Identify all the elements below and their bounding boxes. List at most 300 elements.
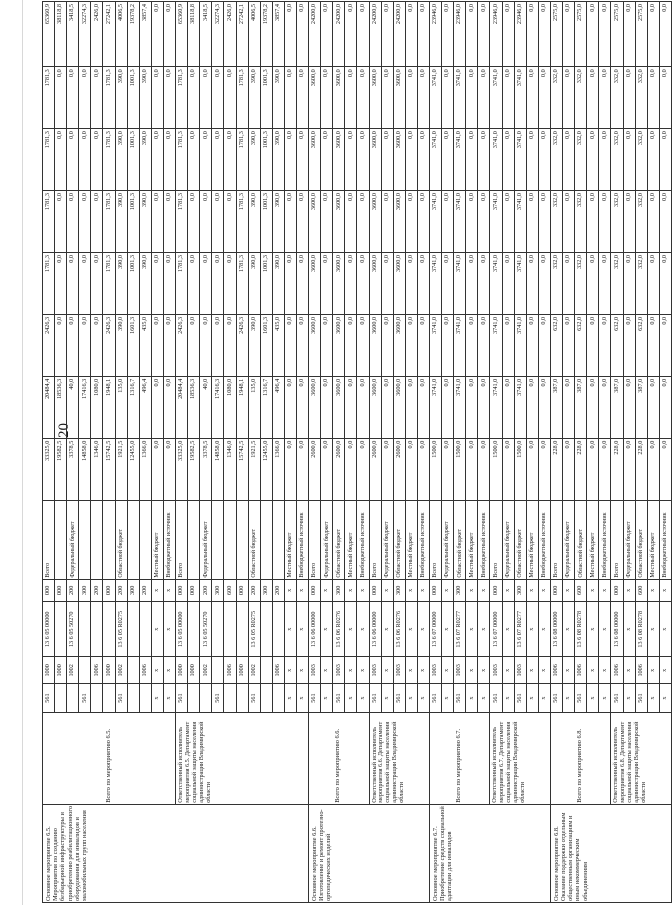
value-cell: 3741,0 xyxy=(490,191,502,253)
grbs-cell: 561 xyxy=(309,684,321,713)
csr-cell: 13 6 05 50270 xyxy=(200,602,212,658)
value-cell: 0,0 xyxy=(79,252,91,314)
value-cell: 0,0 xyxy=(587,252,599,314)
value-cell: 32274,3 xyxy=(79,2,91,67)
value-cell: 0,0 xyxy=(563,314,575,376)
value-cell: 0,0 xyxy=(151,252,163,314)
value-cell: 0,0 xyxy=(163,2,175,67)
grbs-cell: x xyxy=(623,684,635,713)
csr-cell: x xyxy=(466,602,478,658)
value-cell: 0,0 xyxy=(659,129,671,191)
vr-cell: 000 xyxy=(490,579,502,601)
value-cell: 0,0 xyxy=(345,67,357,129)
value-cell: 3741,0 xyxy=(514,67,526,129)
rz-cell: x xyxy=(284,657,296,684)
vr-cell: x xyxy=(502,579,514,601)
funding-source-cell xyxy=(103,500,115,579)
value-cell: 1781,3 xyxy=(176,67,188,129)
csr-cell xyxy=(236,602,248,658)
measure-total-label: Всего по мероприятию 6.6. xyxy=(309,713,369,805)
value-cell: 3600,0 xyxy=(309,67,321,129)
value-cell: 0,0 xyxy=(321,376,333,438)
rz-cell: x xyxy=(502,657,514,684)
value-cell: 0,0 xyxy=(357,67,369,129)
value-cell: 0,0 xyxy=(405,191,417,253)
csr-cell: x xyxy=(357,602,369,658)
value-cell: 0,0 xyxy=(296,438,308,500)
value-cell: 0,0 xyxy=(587,314,599,376)
value-cell: 332,0 xyxy=(575,67,587,129)
grbs-cell xyxy=(200,684,212,713)
csr-cell: x xyxy=(296,602,308,658)
funding-source-cell: Областной бюджет xyxy=(635,500,647,579)
value-cell: 0,0 xyxy=(163,252,175,314)
value-cell: 0,0 xyxy=(659,314,671,376)
value-cell: 0,0 xyxy=(526,191,538,253)
value-cell: 0,0 xyxy=(357,2,369,67)
csr-cell: x xyxy=(623,602,635,658)
funding-source-cell xyxy=(139,500,151,579)
funding-source-cell: Внебюджетный источник xyxy=(417,500,429,579)
value-cell: 0,0 xyxy=(79,314,91,376)
value-cell: 3600,0 xyxy=(333,191,345,253)
value-cell: 65360,9 xyxy=(176,2,188,67)
value-cell: 0,0 xyxy=(563,376,575,438)
value-cell: 0,0 xyxy=(466,438,478,500)
grbs-cell: x xyxy=(502,684,514,713)
value-cell: 17416,3 xyxy=(79,376,91,438)
value-cell: 0,0 xyxy=(502,129,514,191)
value-cell: 0,0 xyxy=(321,2,333,67)
grbs-cell: x xyxy=(526,684,538,713)
grbs-cell: x xyxy=(151,684,163,713)
value-cell: 0,0 xyxy=(466,376,478,438)
value-cell: 0,0 xyxy=(623,438,635,500)
grbs-cell: x xyxy=(587,684,599,713)
value-cell: 0,0 xyxy=(647,2,659,67)
value-cell: 23946,0 xyxy=(490,2,502,67)
value-cell: 1346,0 xyxy=(91,438,103,500)
value-cell: 0,0 xyxy=(212,191,224,253)
rz-cell: x xyxy=(563,657,575,684)
value-cell: 0,0 xyxy=(659,438,671,500)
rz-cell: x xyxy=(442,657,454,684)
csr-cell xyxy=(79,602,91,658)
value-cell: 0,0 xyxy=(381,376,393,438)
value-cell: 0,0 xyxy=(381,314,393,376)
value-cell: 1001,3 xyxy=(260,67,272,129)
vr-cell: 000 xyxy=(55,579,67,601)
vr-cell: 000 xyxy=(369,579,381,601)
value-cell: 496,4 xyxy=(272,376,284,438)
value-cell: 0,0 xyxy=(345,314,357,376)
rz-cell: x xyxy=(357,657,369,684)
value-cell: 332,0 xyxy=(611,67,623,129)
value-cell: 0,0 xyxy=(417,314,429,376)
value-cell: 1781,3 xyxy=(103,67,115,129)
value-cell: 390,0 xyxy=(115,67,127,129)
value-cell: 0,0 xyxy=(599,67,611,129)
funding-source-cell xyxy=(127,500,139,579)
vr-cell: 300 xyxy=(514,579,526,601)
vr-cell: x xyxy=(526,579,538,601)
value-cell: 0,0 xyxy=(538,314,550,376)
funding-source-cell: Федеральный бюджет xyxy=(67,500,79,579)
rz-cell: 1002 xyxy=(248,657,260,684)
value-cell: 3600,0 xyxy=(369,191,381,253)
value-cell: 14858,0 xyxy=(212,438,224,500)
value-cell: 3741,0 xyxy=(430,129,442,191)
value-cell: 0,0 xyxy=(321,191,333,253)
value-cell: 0,0 xyxy=(188,314,200,376)
rz-cell: x xyxy=(599,657,611,684)
vr-cell: x xyxy=(623,579,635,601)
value-cell: 0,0 xyxy=(296,2,308,67)
rotated-table-wrapper xyxy=(42,1,669,903)
grbs-cell xyxy=(272,684,284,713)
value-cell: 0,0 xyxy=(502,376,514,438)
value-cell: 387,0 xyxy=(635,376,647,438)
value-cell: 1781,3 xyxy=(236,191,248,253)
csr-cell: x xyxy=(442,602,454,658)
funding-source-cell: Местный бюджет xyxy=(284,500,296,579)
vr-cell: 600 xyxy=(575,579,587,601)
value-cell: 0,0 xyxy=(502,252,514,314)
vr-cell: x xyxy=(296,579,308,601)
value-cell: 19582,5 xyxy=(188,438,200,500)
vr-cell: 000 xyxy=(103,579,115,601)
value-cell: 1346,0 xyxy=(224,438,236,500)
value-cell: 20484,4 xyxy=(176,376,188,438)
grbs-cell xyxy=(188,684,200,713)
value-cell: 3857,4 xyxy=(139,2,151,67)
rz-cell: 1003 xyxy=(369,657,381,684)
grbs-cell xyxy=(127,684,139,713)
funding-source-cell xyxy=(212,500,224,579)
value-cell: 1601,3 xyxy=(260,314,272,376)
value-cell: 1781,3 xyxy=(103,129,115,191)
value-cell: 1500,0 xyxy=(454,438,466,500)
rz-cell xyxy=(127,657,139,684)
value-cell: 0,0 xyxy=(502,67,514,129)
responsible-executor: Ответственный исполнитель мероприятия 6.5. Департамент социальной защиты населения администрации Владимирской области xyxy=(176,713,309,805)
value-cell: 0,0 xyxy=(200,314,212,376)
value-cell: 3600,0 xyxy=(333,67,345,129)
value-cell: 3600,0 xyxy=(333,376,345,438)
value-cell: 23946,0 xyxy=(514,2,526,67)
csr-cell: 13 6 05 00000 xyxy=(43,602,55,658)
table-row xyxy=(550,2,562,903)
grbs-cell xyxy=(260,684,272,713)
value-cell: 0,0 xyxy=(405,129,417,191)
value-cell: 332,0 xyxy=(635,129,647,191)
rz-cell: 1006 xyxy=(550,657,562,684)
value-cell: 0,0 xyxy=(321,438,333,500)
csr-cell: 13 6 08 00000 xyxy=(611,602,623,658)
funding-source-cell: Местный бюджет xyxy=(526,500,538,579)
value-cell: 0,0 xyxy=(599,129,611,191)
rz-cell: x xyxy=(538,657,550,684)
grbs-cell: x xyxy=(381,684,393,713)
value-cell: 1001,3 xyxy=(127,191,139,253)
value-cell: 23946,0 xyxy=(430,2,442,67)
rz-cell: x xyxy=(381,657,393,684)
value-cell: 2426,3 xyxy=(103,314,115,376)
value-cell: 0,0 xyxy=(405,438,417,500)
value-cell: 0,0 xyxy=(79,67,91,129)
value-cell: 0,0 xyxy=(526,314,538,376)
value-cell: 3600,0 xyxy=(393,376,405,438)
value-cell: 0,0 xyxy=(623,129,635,191)
grbs-cell: x xyxy=(296,684,308,713)
value-cell: 0,0 xyxy=(224,67,236,129)
value-cell: 3741,0 xyxy=(454,314,466,376)
value-cell: 33325,0 xyxy=(43,438,55,500)
vr-cell: 000 xyxy=(430,579,442,601)
funding-source-cell: Местный бюджет xyxy=(647,500,659,579)
grbs-cell: x xyxy=(466,684,478,713)
value-cell: 18536,3 xyxy=(55,376,67,438)
value-cell: 3741,0 xyxy=(430,191,442,253)
value-cell: 1316,7 xyxy=(260,376,272,438)
value-cell: 0,0 xyxy=(163,438,175,500)
csr-cell: x xyxy=(321,602,333,658)
value-cell: 1781,3 xyxy=(43,67,55,129)
value-cell: 38118,8 xyxy=(55,2,67,67)
table-row xyxy=(369,2,381,903)
value-cell: 3600,0 xyxy=(369,376,381,438)
grbs-cell: 561 xyxy=(611,684,623,713)
grbs-cell: 561 xyxy=(514,684,526,713)
value-cell: 332,0 xyxy=(550,252,562,314)
value-cell: 332,0 xyxy=(611,252,623,314)
value-cell: 0,0 xyxy=(563,2,575,67)
value-cell: 0,0 xyxy=(79,191,91,253)
rz-cell: x xyxy=(623,657,635,684)
value-cell: 390,0 xyxy=(272,191,284,253)
funding-source-cell: Местный бюджет xyxy=(151,500,163,579)
value-cell: 0,0 xyxy=(405,2,417,67)
grbs-cell: x xyxy=(284,684,296,713)
value-cell: 0,0 xyxy=(200,252,212,314)
grbs-cell: 561 xyxy=(454,684,466,713)
vr-cell: 200 xyxy=(272,579,284,601)
value-cell: 1001,3 xyxy=(127,129,139,191)
value-cell: 0,0 xyxy=(659,376,671,438)
value-cell: 0,0 xyxy=(599,376,611,438)
funding-source-cell: Местный бюджет xyxy=(345,500,357,579)
value-cell: 0,0 xyxy=(587,438,599,500)
rz-cell: x xyxy=(526,657,538,684)
value-cell: 0,0 xyxy=(526,67,538,129)
value-cell: 0,0 xyxy=(163,129,175,191)
vr-cell: 200 xyxy=(139,579,151,601)
value-cell: 3600,0 xyxy=(333,252,345,314)
value-cell: 0,0 xyxy=(466,129,478,191)
value-cell: 24200,0 xyxy=(393,2,405,67)
value-cell: 1001,3 xyxy=(127,252,139,314)
value-cell: 3741,0 xyxy=(514,376,526,438)
value-cell: 390,0 xyxy=(272,129,284,191)
funding-source-cell: Областной бюджет xyxy=(454,500,466,579)
value-cell: 0,0 xyxy=(381,438,393,500)
csr-cell: 13 6 07 R0277 xyxy=(454,602,466,658)
value-cell: 19378,2 xyxy=(260,2,272,67)
rz-cell: x xyxy=(405,657,417,684)
value-cell: 0,0 xyxy=(224,129,236,191)
value-cell: 632,0 xyxy=(611,314,623,376)
csr-cell xyxy=(212,602,224,658)
value-cell: 390,0 xyxy=(115,129,127,191)
csr-cell xyxy=(127,602,139,658)
value-cell: 0,0 xyxy=(405,67,417,129)
value-cell: 0,0 xyxy=(91,252,103,314)
value-cell: 23946,0 xyxy=(454,2,466,67)
rz-cell: x xyxy=(417,657,429,684)
value-cell: 0,0 xyxy=(381,129,393,191)
vr-cell: x xyxy=(599,579,611,601)
value-cell: 0,0 xyxy=(659,191,671,253)
rz-cell xyxy=(260,657,272,684)
value-cell: 0,0 xyxy=(442,129,454,191)
value-cell: 0,0 xyxy=(538,129,550,191)
value-cell: 0,0 xyxy=(321,314,333,376)
value-cell: 3741,0 xyxy=(430,252,442,314)
csr-cell xyxy=(91,602,103,658)
funding-source-cell: Всего xyxy=(43,500,55,579)
table-row xyxy=(43,2,55,903)
value-cell: 0,0 xyxy=(563,129,575,191)
value-cell: 2575,0 xyxy=(575,2,587,67)
vr-cell: x xyxy=(563,579,575,601)
value-cell: 0,0 xyxy=(647,438,659,500)
value-cell: 0,0 xyxy=(538,2,550,67)
value-cell: 3741,0 xyxy=(454,376,466,438)
value-cell: 1781,3 xyxy=(176,129,188,191)
value-cell: 0,0 xyxy=(67,252,79,314)
value-cell: 17416,3 xyxy=(212,376,224,438)
vr-cell: x xyxy=(647,579,659,601)
rz-cell: 1000 xyxy=(236,657,248,684)
value-cell: 390,0 xyxy=(248,129,260,191)
table-row xyxy=(309,2,321,903)
grbs-cell: x xyxy=(538,684,550,713)
value-cell: 0,0 xyxy=(296,314,308,376)
value-cell: 0,0 xyxy=(224,314,236,376)
value-cell: 1500,0 xyxy=(430,438,442,500)
value-cell: 0,0 xyxy=(200,191,212,253)
rz-cell: 1006 xyxy=(575,657,587,684)
grbs-cell: x xyxy=(442,684,454,713)
value-cell: 3741,0 xyxy=(430,67,442,129)
value-cell: 0,0 xyxy=(478,2,490,67)
grbs-cell: x xyxy=(647,684,659,713)
value-cell: 38118,8 xyxy=(188,2,200,67)
value-cell: 3741,0 xyxy=(430,314,442,376)
value-cell: 1948,1 xyxy=(236,376,248,438)
value-cell: 1921,5 xyxy=(115,438,127,500)
value-cell: 3741,0 xyxy=(454,129,466,191)
rz-cell: 1003 xyxy=(309,657,321,684)
value-cell: 24200,0 xyxy=(369,2,381,67)
value-cell: 3418,5 xyxy=(67,2,79,67)
value-cell: 387,0 xyxy=(611,376,623,438)
funding-source-cell xyxy=(224,500,236,579)
vr-cell: x xyxy=(442,579,454,601)
value-cell: 0,0 xyxy=(659,2,671,67)
grbs-cell: 561 xyxy=(212,684,224,713)
rz-cell: x xyxy=(587,657,599,684)
value-cell: 1316,7 xyxy=(127,376,139,438)
measure-total-label: Всего по мероприятию 6.7. xyxy=(430,713,490,805)
value-cell: 390,0 xyxy=(248,191,260,253)
value-cell: 0,0 xyxy=(188,252,200,314)
funding-source-cell: Всего xyxy=(309,500,321,579)
grbs-cell xyxy=(139,684,151,713)
value-cell: 0,0 xyxy=(55,191,67,253)
value-cell: 0,0 xyxy=(296,191,308,253)
funding-source-cell: Всего xyxy=(550,500,562,579)
value-cell: 1500,0 xyxy=(490,438,502,500)
value-cell: 0,0 xyxy=(623,2,635,67)
value-cell: 2426,0 xyxy=(224,2,236,67)
funding-source-cell: Федеральный бюджет xyxy=(563,500,575,579)
funding-source-cell: Внебюджетный источник xyxy=(478,500,490,579)
vr-cell: x xyxy=(587,579,599,601)
value-cell: 135,0 xyxy=(248,376,260,438)
rz-cell: 1003 xyxy=(430,657,442,684)
value-cell: 0,0 xyxy=(502,314,514,376)
funding-source-cell xyxy=(236,500,248,579)
value-cell: 0,0 xyxy=(526,129,538,191)
grbs-cell: x xyxy=(659,684,671,713)
value-cell: 0,0 xyxy=(151,191,163,253)
grbs-cell xyxy=(91,684,103,713)
vr-cell: x xyxy=(417,579,429,601)
value-cell: 0,0 xyxy=(345,2,357,67)
value-cell: 0,0 xyxy=(345,191,357,253)
rz-cell: 1003 xyxy=(393,657,405,684)
csr-cell: 13 6 07 00000 xyxy=(490,602,502,658)
csr-cell: x xyxy=(417,602,429,658)
rz-cell: x xyxy=(321,657,333,684)
value-cell: 0,0 xyxy=(212,67,224,129)
page-number: 20 xyxy=(56,423,72,438)
value-cell: 1921,5 xyxy=(248,438,260,500)
vr-cell: x xyxy=(466,579,478,601)
value-cell: 0,0 xyxy=(284,438,296,500)
funding-source-cell: Областной бюджет xyxy=(333,500,345,579)
value-cell: 0,0 xyxy=(67,314,79,376)
rz-cell: 1003 xyxy=(333,657,345,684)
value-cell: 0,0 xyxy=(55,252,67,314)
value-cell: 0,0 xyxy=(502,438,514,500)
value-cell: 0,0 xyxy=(563,438,575,500)
grbs-cell xyxy=(224,684,236,713)
value-cell: 228,0 xyxy=(611,438,623,500)
value-cell: 0,0 xyxy=(466,252,478,314)
value-cell: 0,0 xyxy=(466,67,478,129)
measure-total-label: Всего по мероприятию 6.5. xyxy=(43,713,176,805)
value-cell: 390,0 xyxy=(248,314,260,376)
value-cell: 0,0 xyxy=(587,191,599,253)
funding-source-cell: Местный бюджет xyxy=(405,500,417,579)
value-cell: 0,0 xyxy=(538,438,550,500)
rz-cell: x xyxy=(163,657,175,684)
grbs-cell: 561 xyxy=(79,684,91,713)
value-cell: 0,0 xyxy=(151,129,163,191)
value-cell: 3741,0 xyxy=(514,252,526,314)
